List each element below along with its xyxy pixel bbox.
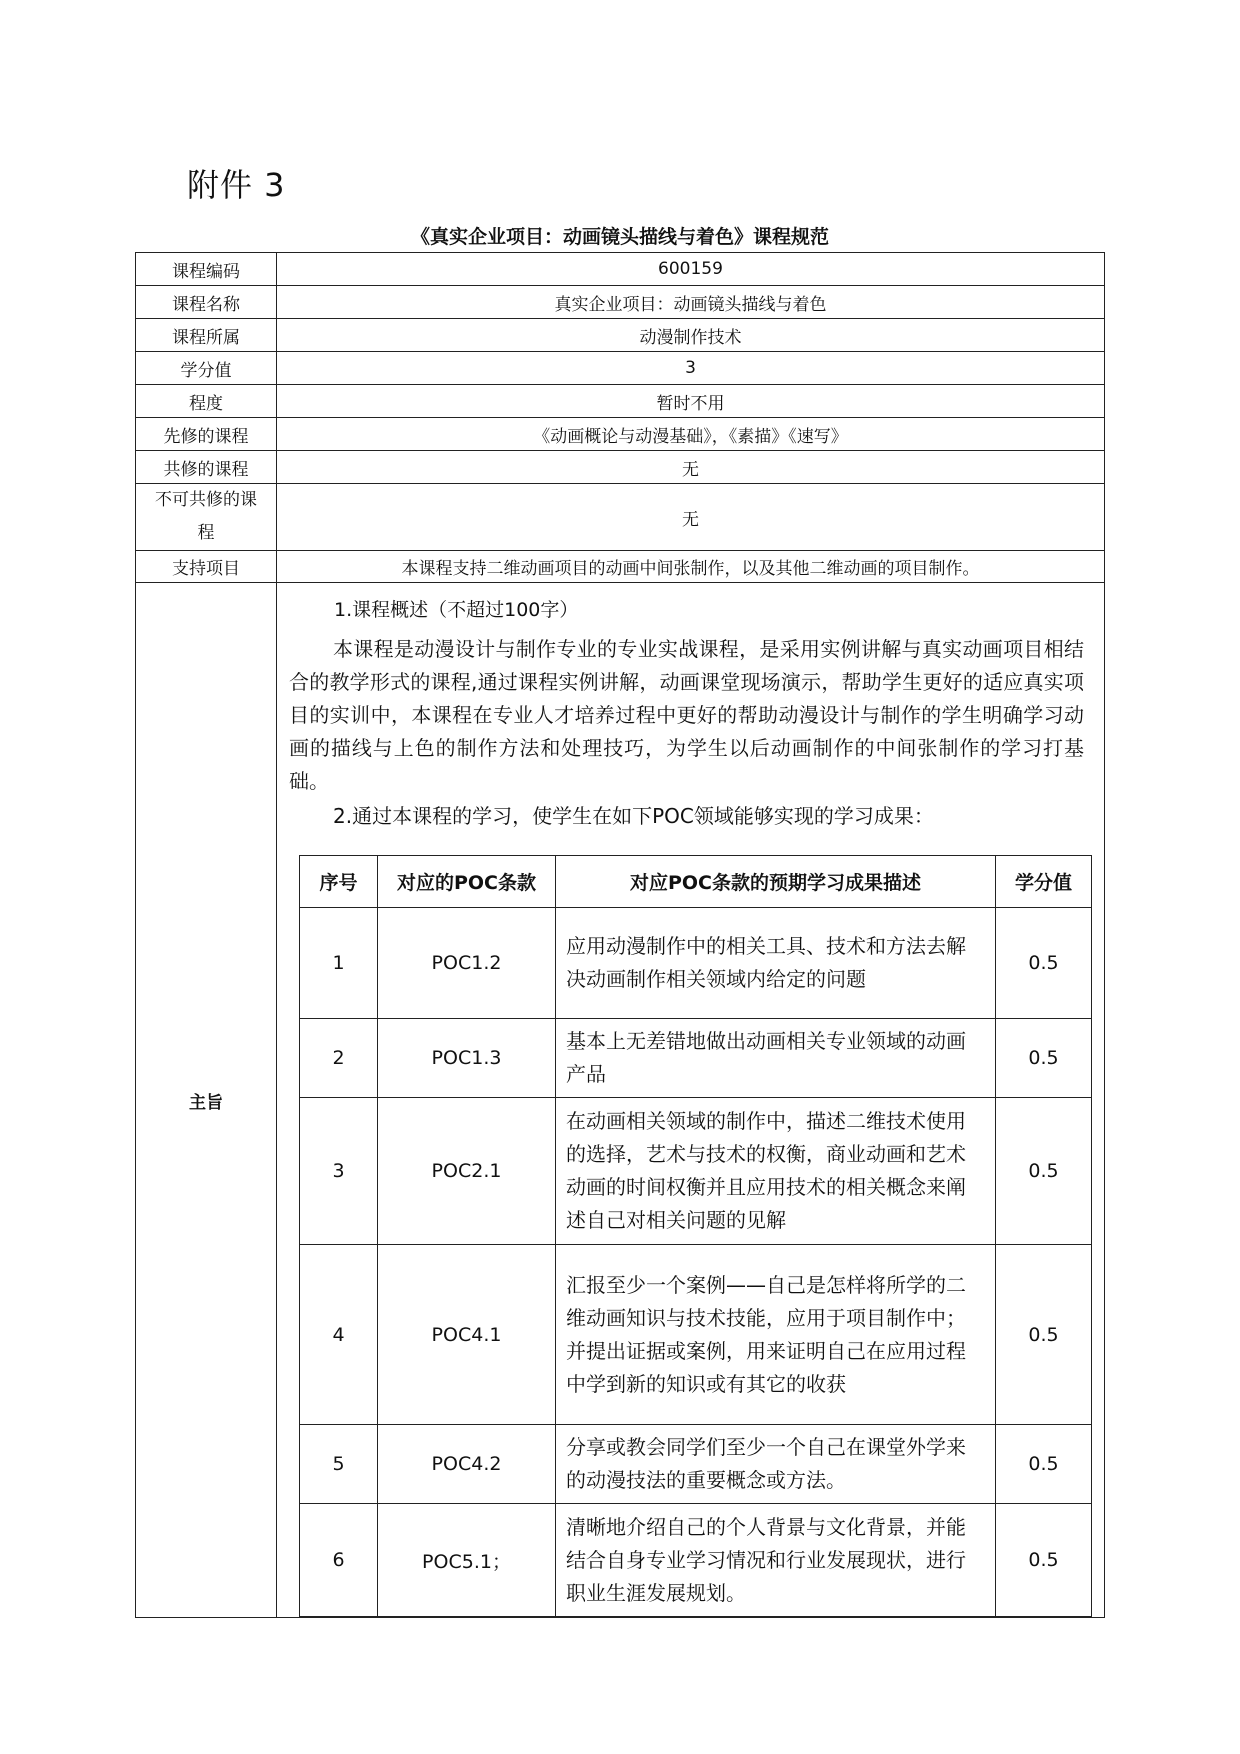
- attachment-heading: 附件 3: [187, 166, 286, 204]
- overview-text: 本课程是动漫设计与制作专业的专业实战课程，是采用实例讲解与真实动画项目相结合的教学形式的课程,通过课程实例讲解，动画课堂现场演示，帮助学生更好的适应真实项目的实训中，本课程在专业人才培养过程中更好的帮助动漫设计与制作的学生明确学习动画的描线与上色的制作方法和处理技巧，为学生以后动画制作的中间张制作的学习打基础。: [289, 637, 1084, 793]
- table-row: [136, 451, 1105, 484]
- field-label: 支持项目: [136, 551, 277, 583]
- poc-number: 5: [300, 1425, 378, 1504]
- course-spec-table: [135, 252, 1105, 1618]
- field-value: 暂时不用: [277, 385, 1105, 418]
- field-label: 先修的课程: [136, 418, 277, 451]
- poc-table: [299, 855, 1092, 1617]
- poc-description: 应用动漫制作中的相关工具、技术和方法去解决动画制作相关领域内给定的问题: [556, 908, 996, 1019]
- table-row: [136, 286, 1105, 319]
- poc-credit: 0.5: [996, 1098, 1092, 1245]
- poc-number: 3: [300, 1098, 378, 1245]
- field-label: 课程所属: [136, 319, 277, 352]
- poc-clause: POC4.2: [378, 1425, 556, 1504]
- poc-row: [300, 908, 1092, 1019]
- poc-clause: POC4.1: [378, 1245, 556, 1425]
- field-label: 课程编码: [136, 253, 277, 286]
- field-value: 600159: [277, 253, 1105, 286]
- field-label: 课程名称: [136, 286, 277, 319]
- field-value: 本课程支持二维动画项目的动画中间张制作，以及其他二维动画的项目制作。: [277, 551, 1105, 583]
- poc-description: 清晰地介绍自己的个人背景与文化背景，并能结合自身专业学习情况和行业发展现状，进行职业生涯发展规划。: [556, 1504, 996, 1617]
- poc-number: 4: [300, 1245, 378, 1425]
- table-row: [136, 253, 1105, 286]
- poc-credit: 0.5: [996, 908, 1092, 1019]
- poc-description: 在动画相关领域的制作中，描述二维技术使用的选择，艺术与技术的权衡，商业动画和艺术动画的时间权衡并且应用技术的相关概念来阐述自己对相关问题的见解: [556, 1098, 996, 1245]
- poc-row: [300, 1098, 1092, 1245]
- field-value: 动漫制作技术: [277, 319, 1105, 352]
- poc-row: [300, 1019, 1092, 1098]
- poc-credit: 0.5: [996, 1504, 1092, 1617]
- poc-credit: 0.5: [996, 1245, 1092, 1425]
- field-value: 无: [277, 484, 1105, 551]
- poc-header-row: [300, 856, 1092, 908]
- column-header: 序号: [300, 856, 378, 908]
- table-row: [136, 551, 1105, 583]
- table-row: [136, 418, 1105, 451]
- field-value: 真实企业项目：动画镜头描线与着色: [277, 286, 1105, 319]
- document-title: 《真实企业项目：动画镜头描线与着色》课程规范: [410, 226, 829, 248]
- field-value: 无: [277, 451, 1105, 484]
- poc-credit: 0.5: [996, 1425, 1092, 1504]
- poc-clause: POC1.2: [378, 908, 556, 1019]
- column-header: 对应的POC条款: [378, 856, 556, 908]
- table-row: [136, 484, 1105, 551]
- field-value: 3: [277, 352, 1105, 385]
- poc-number: 6: [300, 1504, 378, 1617]
- poc-credit: 0.5: [996, 1019, 1092, 1098]
- table-row: [136, 319, 1105, 352]
- table-row: [136, 352, 1105, 385]
- field-value: 《动画概论与动漫基础》，《素描》《速写》: [277, 418, 1105, 451]
- field-label: 程度: [136, 385, 277, 418]
- field-label: 学分值: [136, 352, 277, 385]
- table-row: [136, 583, 1105, 1618]
- table-row: [136, 385, 1105, 418]
- field-label: 共修的课程: [136, 451, 277, 484]
- poc-clause: POC1.3: [378, 1019, 556, 1098]
- overview-title: 1.课程概述（不超过100字）: [334, 599, 579, 621]
- poc-row: [300, 1245, 1092, 1425]
- poc-description: 分享或教会同学们至少一个自己在课堂外学来的动漫技法的重要概念或方法。: [556, 1425, 996, 1504]
- outcome-title: 2.通过本课程的学习，使学生在如下POC领域能够实现的学习成果：: [333, 804, 934, 828]
- poc-row: [300, 1425, 1092, 1504]
- column-header: 对应POC条款的预期学习成果描述: [556, 856, 996, 908]
- field-label: 不可共修的课程: [136, 484, 277, 551]
- main-label: 主旨: [136, 583, 277, 1618]
- poc-description: 汇报至少一个案例——自己是怎样将所学的二维动画知识与技术技能，应用于项目制作中；并提出证据或案例，用来证明自己在应用过程中学到新的知识或有其它的收获: [556, 1245, 996, 1425]
- poc-clause: POC2.1: [378, 1098, 556, 1245]
- poc-number: 1: [300, 908, 378, 1019]
- poc-description: 基本上无差错地做出动画相关专业领域的动画产品: [556, 1019, 996, 1098]
- poc-number: 2: [300, 1019, 378, 1098]
- poc-clause: POC5.1；: [378, 1504, 556, 1617]
- poc-row: [300, 1504, 1092, 1617]
- column-header: 学分值: [996, 856, 1092, 908]
- main-content: [277, 583, 1105, 1618]
